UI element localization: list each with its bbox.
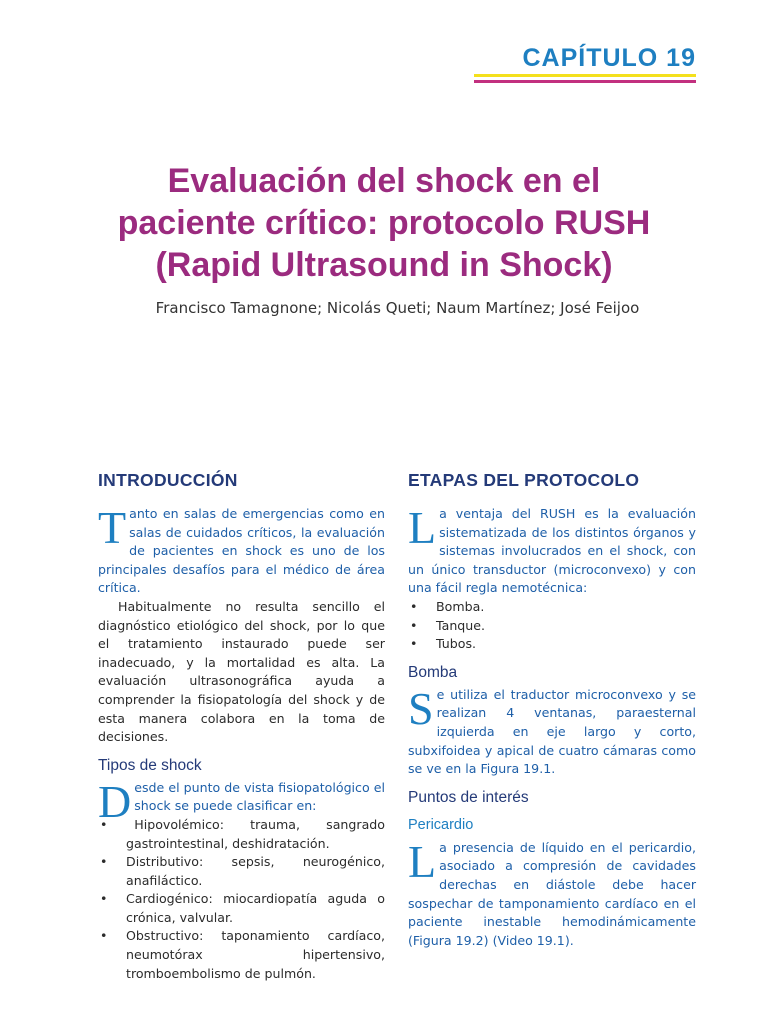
tipos-paragraph-text: esde el punto de vista fisiopatológico el shock se puede clasificar en: <box>134 779 385 814</box>
drop-cap: S <box>408 682 434 734</box>
chapter-bar-magenta <box>474 80 696 83</box>
title-line-3: (Rapid Ultrasound in Shock) <box>155 246 613 284</box>
list-item: • Bomba. <box>408 598 696 617</box>
tipos-paragraph <box>98 775 385 827</box>
authors: Francisco Tamagnone; Nicolás Queti; Naum Martínez; José Feijoo <box>155 299 640 317</box>
left-column <box>98 470 385 983</box>
pericardio-paragraph-text: a presencia de líquido en el pericardio, asociado a compresión de cavidades derechas en diástole debe hacer sospechar de tamponamiento cardíaco en el paciente inestable hemodinámicamente (Figura 19.2) (Video 19.1). <box>408 839 696 948</box>
pericardio-paragraph <box>408 835 696 951</box>
list-item: • Cardiogénico: miocardiopatía aguda o crónica, valvular. <box>98 890 385 927</box>
etapas-paragraph-text: a ventaja del RUSH es la evaluación sistematizada de los distintos órganos y sistemas involucrados en el shock, con un único transductor (microconvexo) y con una fácil regla nemotécnica: <box>408 506 696 596</box>
list-item: • Distributivo: sepsis, neurogénico, anafiláctico. <box>98 853 385 890</box>
right-column <box>408 470 696 950</box>
etapas-paragraph <box>408 502 696 598</box>
drop-cap: L <box>408 835 437 887</box>
title-line-2: paciente crítico: protocolo RUSH <box>117 204 651 242</box>
subheading-tipos-de-shock: Tipos de shock <box>98 756 202 774</box>
list-item: • Tanque. <box>408 617 696 636</box>
drop-cap: T <box>98 502 127 553</box>
subheading-puntos-de-interes: Puntos de interés <box>408 788 529 806</box>
intro-paragraph-1 <box>98 502 385 598</box>
section-heading-etapas: ETAPAS DEL PROTOCOLO <box>408 470 640 490</box>
shock-types-list <box>98 816 385 983</box>
page-title <box>30 160 738 286</box>
protocol-list <box>408 598 696 654</box>
intro-paragraph-1-text: anto en salas de emergencias como en salas de cuidados críticos, la evaluación de pacientes en shock es uno de los principales desafíos para el médico de área crítica. <box>98 506 385 596</box>
title-line-1: Evaluación del shock en el <box>167 162 601 200</box>
list-item: • Hipovolémico: trauma, sangrado gastrointestinal, deshidratación. <box>98 816 385 853</box>
list-item: • Obstructivo: taponamiento cardíaco, neumotórax hipertensivo, tromboembolismo de pulmón. <box>98 927 385 983</box>
bomba-paragraph-text: e utiliza el traductor microconvexo y se realizan 4 ventanas, paraesternal izquierda en eje largo y corto, subxifoidea y apical de cuatro cámaras como se ve en la Figura 19.1. <box>408 686 696 777</box>
drop-cap: L <box>408 502 437 553</box>
subheading-pericardio: Pericardio <box>408 816 474 833</box>
chapter-label: CAPÍTULO 19 <box>522 44 696 72</box>
list-item: • Tubos. <box>408 635 696 654</box>
section-heading-introduccion: INTRODUCCIÓN <box>98 470 238 490</box>
bomba-paragraph <box>408 682 696 779</box>
intro-paragraph-2: Habitualmente no resulta sencillo el diagnóstico etiológico del shock, por lo que el tratamiento instaurado puede ser inadecuado, y la mortalidad es alta. La evaluación ultrasonográfica ayuda a comprender la fisiopatología del shock y de esta manera colabora en la toma de decisiones. <box>98 598 385 745</box>
chapter-bar-yellow <box>474 74 696 77</box>
drop-cap: D <box>98 775 132 827</box>
subheading-bomba: Bomba <box>408 663 458 681</box>
